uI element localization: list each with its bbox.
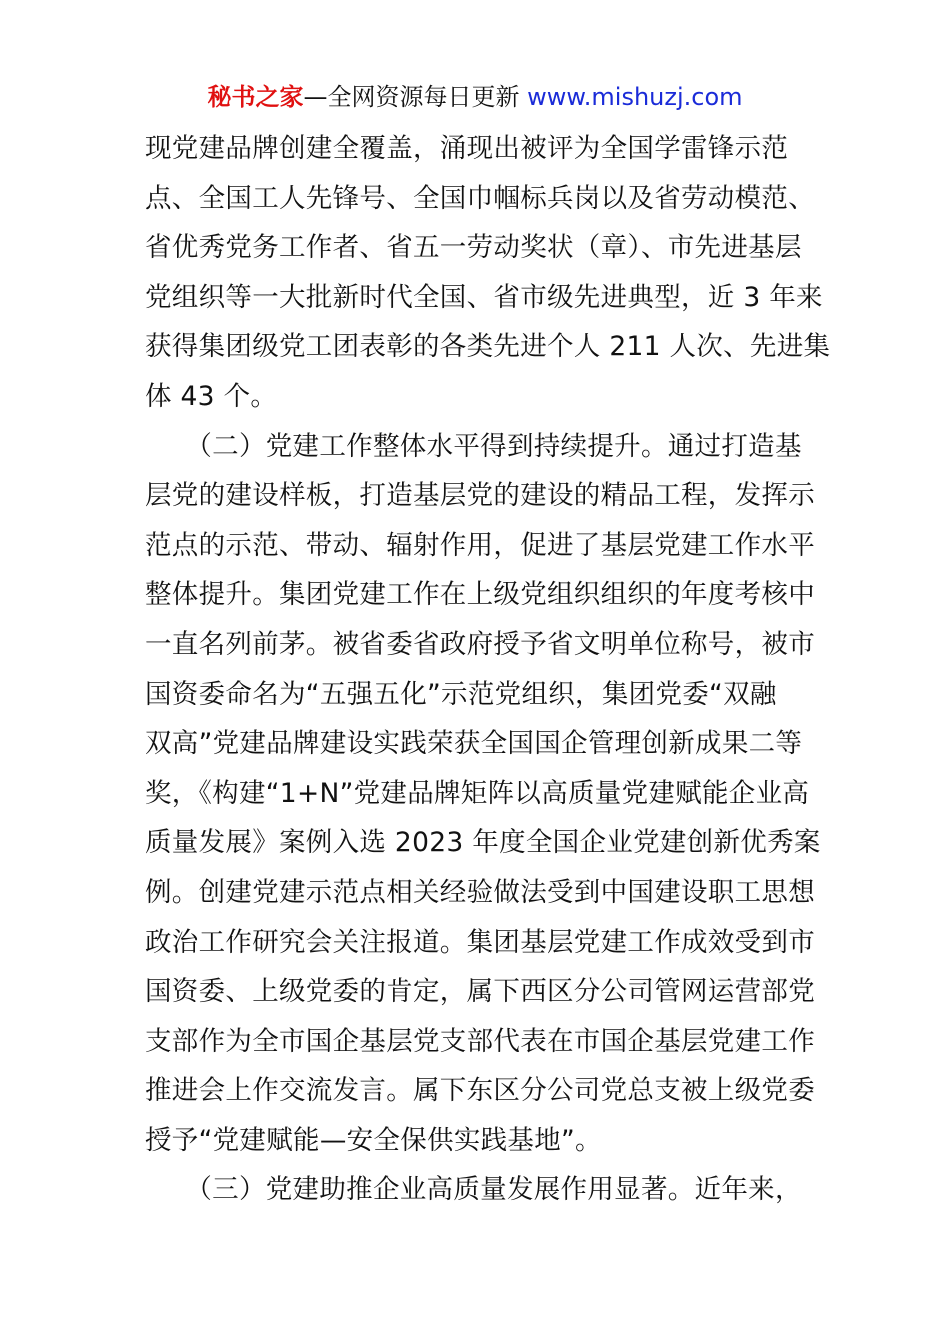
text-line: 现党建品牌创建全覆盖，涌现出被评为全国学雷锋示范 [145,133,789,164]
text-line: 体 43 个。 [145,380,278,412]
document-body [145,124,831,1215]
text-line: 奖，《构建“1+N”党建品牌矩阵以高质量党建赋能企业高 [145,777,810,809]
text-line: 范点的示范、带动、辐射作用，促进了基层党建工作水平 [145,529,815,561]
text-line: 授予“党建赋能—安全保供实践基地”。 [145,1124,602,1156]
text-line: 双高”党建品牌建设实践荣获全国国企管理创新成果二等 [145,728,803,760]
text-line: 层党的建设样板，打造基层党的建设的精品工程，发挥示 [145,480,815,512]
site-header [0,80,950,114]
text-line: 政治工作研究会关注报道。集团基层党建工作成效受到市 [145,926,815,958]
text-line: 国资委命名为“五强五化”示范党组织，集团党委“双融 [145,678,777,710]
text-line: 支部作为全市国企基层党支部代表在市国企基层党建工作 [145,1025,815,1057]
text-line: 省优秀党务工作者、省五一劳动奖状（章）、市先进基层 [145,232,802,264]
text-line: 整体提升。集团党建工作在上级党组织组织的年度考核中 [145,579,815,611]
text-line: 推进会上作交流发言。属下东区分公司党总支被上级党委 [145,1075,815,1107]
text-line: （二）党建工作整体水平得到持续提升。通过打造基 [145,430,802,462]
text-line: 党组织等一大批新时代全国、省市级先进典型，近 3 年来 [145,281,823,313]
text-line: 质量发展》案例入选 2023 年度全国企业党建创新优秀案 [145,827,821,859]
text-line: 点、全国工人先锋号、全国巾帼标兵岗以及省劳动模范、 [145,182,815,214]
site-tagline: —全网资源每日更新 [303,83,528,111]
text-line: 一直名列前茅。被省委省政府授予省文明单位称号，被市 [145,628,815,660]
text-line: 国资委、上级党委的肯定，属下西区分公司管网运营部党 [145,976,815,1008]
text-line: 例。创建党建示范点相关经验做法受到中国建设职工思想 [145,876,815,908]
text-line: 获得集团级党工团表彰的各类先进个人 211 人次、先进集 [145,331,831,363]
text-line: （三）党建助推企业高质量发展作用显著。近年来， [145,1174,802,1206]
site-brand: 秘书之家 [207,83,304,111]
site-url-link[interactable]: www.mishuzj.com [527,83,743,111]
